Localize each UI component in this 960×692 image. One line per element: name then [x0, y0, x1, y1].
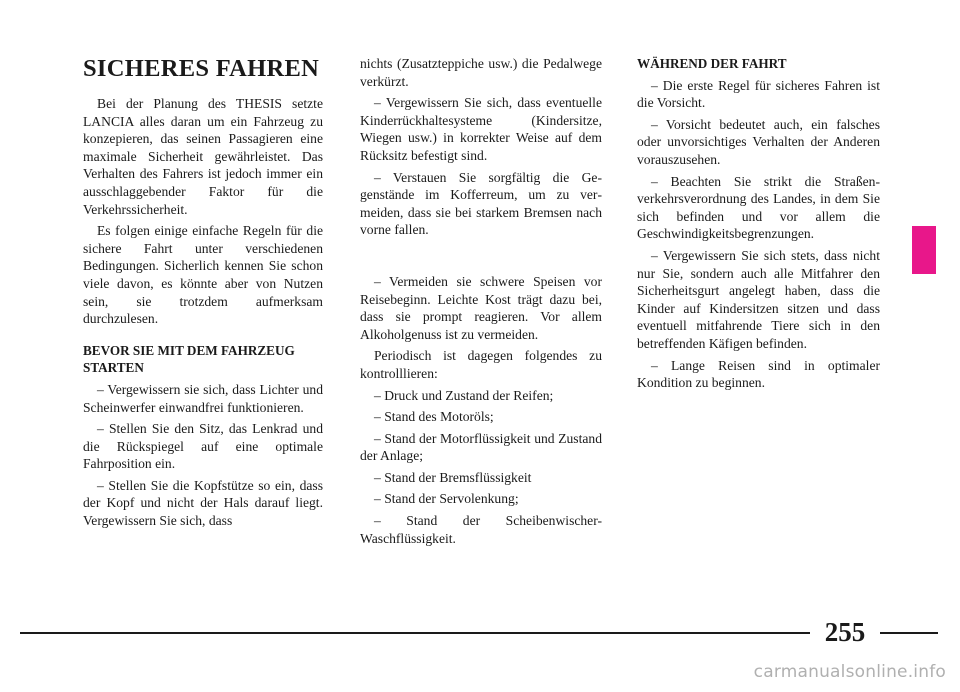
- check-item-tyres: – Druck und Zustand der Reifen;: [374, 387, 554, 403]
- page-number: 255: [824, 617, 866, 647]
- paragraph-luggage: – Verstauen Sie sorgfältig die Gegenstände im Kofferreum, um zu vermeiden, dass sie bei starkem Bremsen nach vorne fallen.: [360, 169, 602, 238]
- paragraph-headrest: – Stellen Sie die Kopfstütze so ein, dass der Kopf und nicht der Hals darauf liegt. Vergewissern Sie sich, dass: [83, 477, 323, 529]
- check-item-brake-fluid: – Stand der Bremsflüssigkeit: [374, 469, 532, 485]
- paragraph-pedals: nichts (Zusatzteppiche usw.) die Pedalwege verkürzt.: [360, 56, 602, 89]
- intro-paragraph: Bei der Planung des THESIS setzte LANCIA alles daran um ein Fahrzeug zu konzepieren, das seinen Passagieren eine maximale Sicherheit gewährleistet. Das Verhalten des Fahrers ist jedoch immer ein ausschlaggebender Faktor für die Verkehrssicherheit.: [83, 96, 323, 217]
- paragraph-seat: – Stellen Sie den Sitz, das Lenkrad und die Rückspiegel auf eine optimale Fahrposition ein.: [83, 421, 323, 472]
- watermark: carmanualsonline.info: [753, 662, 946, 682]
- column-1: [83, 55, 323, 534]
- paragraph-seatbelts: – Vergewissern Sie sich stets, dass nicht nur Sie, sondern auch alle Mitfahrer den Sicherheitsgurt angelegt haben, dass die Kinder auf Kindersitzen sitzen und dass eventuell mitfahrende Tiere sich in den betreffenden Käfigen befinden.: [637, 247, 880, 351]
- column-2: [360, 55, 602, 551]
- spacer: [360, 243, 602, 273]
- paragraph-lights: – Vergewissern sie sich, dass Lichter und Scheinwerfer einwandfrei funktionieren.: [83, 381, 323, 415]
- section-tab-marker: [912, 226, 936, 274]
- footer-rule-right: [880, 632, 938, 634]
- rules-intro-paragraph: Es folgen einige einfache Regeln für die sichere Fahrt unter verschiedenen Bedingungen. Sicherlich kennen Sie schon viele davon, es könnte aber von Nutzen sein, sie trotzdem aufmerksam durchzulesen.: [83, 223, 323, 327]
- page-title: SICHERES FAHREN: [83, 55, 320, 82]
- paragraph-traffic-rules: – Beachten Sie strikt die Straßenverkehrsverordnung des Landes, in dem Sie sich befinden und vor allem die Geschwindigkeitsbegrenzungen.: [637, 173, 880, 242]
- column-3: [637, 55, 880, 396]
- paragraph-periodic-checks: Periodisch ist dagegen folgendes zu kontrolllieren:: [360, 348, 602, 381]
- paragraph-long-trips: – Lange Reisen sind in optimaler Kondition zu beginnen.: [637, 357, 880, 391]
- check-item-power-steering: – Stand der Servolenkung;: [374, 491, 519, 507]
- section-heading-before-start: BEVOR SIE MIT DEM FAHRZEUG STARTEN: [83, 342, 295, 376]
- check-item-engine-fluid: – Stand der Motorflüssigkeit und Zustand der Anlage;: [360, 430, 602, 464]
- paragraph-caution: – Die erste Regel für sicheres Fahren ist die Vorsicht.: [637, 77, 880, 111]
- paragraph-child-seats: – Vergewissern Sie sich, dass eventuelle Kinderrückhaltesysteme (Kindersitze, Wiegen usw.) in korrekter Weise auf dem Rücksitz befestigt sind.: [360, 95, 602, 163]
- paragraph-anticipate: – Vorsicht bedeutet auch, ein falsches oder unvorsichtiges Verhalten der Anderen vorauszusehen.: [637, 116, 880, 167]
- check-item-engine-oil: – Stand des Motoröls;: [374, 409, 494, 425]
- check-item-washer-fluid: – Stand der Scheibenwischer-Waschflüssigkeit.: [360, 513, 602, 546]
- section-heading-while-driving: WÄHREND DER FAHRT: [637, 56, 787, 71]
- paragraph-meals: – Vermeiden sie schwere Speisen vor Reisebeginn. Leichte Kost trägt dazu bei, dass sie prompt reagieren. Vor allem Alkoholgenuss ist zu vermeiden.: [360, 273, 602, 342]
- footer-rule-left: [20, 632, 810, 634]
